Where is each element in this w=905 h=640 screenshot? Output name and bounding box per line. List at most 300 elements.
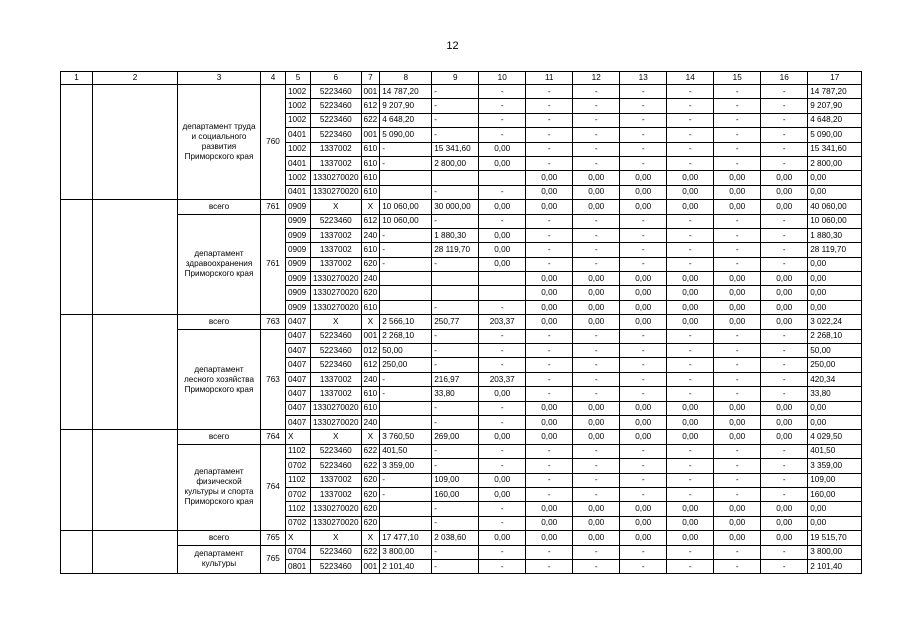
- column-header: 4: [261, 72, 286, 85]
- table-cell: -: [714, 358, 761, 372]
- table-cell: -: [761, 344, 808, 358]
- table-cell: -: [620, 142, 667, 156]
- table-cell: -: [573, 243, 620, 257]
- table-cell: -: [714, 473, 761, 487]
- table-cell: 5223460: [311, 214, 362, 228]
- table-cell: 0407: [286, 387, 311, 401]
- total-cell: всего: [178, 200, 261, 214]
- table-cell: 0,00: [667, 286, 714, 300]
- table-cell: 0,00: [620, 300, 667, 314]
- total-cell: 0,00: [667, 531, 714, 545]
- table-cell: -: [620, 545, 667, 559]
- table-cell: 610: [361, 142, 380, 156]
- total-cell: 40 060,00: [808, 200, 862, 214]
- total-cell: 250,77: [432, 315, 479, 329]
- table-cell: 10 060,00: [380, 214, 432, 228]
- table-cell: 1102: [286, 473, 311, 487]
- table-cell: 1102: [286, 444, 311, 458]
- table-cell: 2 268,10: [808, 329, 862, 343]
- table-cell: 3 359,00: [380, 459, 432, 473]
- table-cell: 0,00: [573, 516, 620, 530]
- total-cell: 0,00: [620, 430, 667, 444]
- table-cell: -: [667, 243, 714, 257]
- table-cell: -: [479, 444, 526, 458]
- table-cell: 0,00: [573, 171, 620, 185]
- table-row: [61, 85, 862, 99]
- table-cell: -: [620, 128, 667, 142]
- table-cell: [380, 272, 432, 286]
- table-cell: 1330270020: [311, 300, 362, 314]
- table-cell: 2 800,00: [432, 156, 479, 170]
- table-cell: -: [620, 387, 667, 401]
- table-cell: -: [526, 372, 573, 386]
- total-cell: 761: [261, 200, 286, 214]
- department-code: 761: [261, 214, 286, 315]
- table-cell: -: [526, 243, 573, 257]
- table-cell: 109,00: [808, 473, 862, 487]
- table-cell: -: [479, 128, 526, 142]
- table-cell: 0909: [286, 257, 311, 271]
- table-cell: 420,34: [808, 372, 862, 386]
- table-cell: 3 800,00: [380, 545, 432, 559]
- table-cell: 0,00: [620, 401, 667, 415]
- table-cell: 001: [361, 128, 380, 142]
- total-cell: всего: [178, 315, 261, 329]
- table-cell: -: [620, 487, 667, 501]
- table-cell: 1002: [286, 171, 311, 185]
- table-cell: 0702: [286, 516, 311, 530]
- table-cell: -: [573, 156, 620, 170]
- column-header: 9: [432, 72, 479, 85]
- table-cell: -: [761, 156, 808, 170]
- table-cell: -: [380, 156, 432, 170]
- table-cell: -: [526, 214, 573, 228]
- table-cell: 1330270020: [311, 171, 362, 185]
- group-cell-1: [61, 85, 93, 200]
- total-cell: X: [361, 430, 380, 444]
- table-cell: -: [761, 128, 808, 142]
- table-cell: 0909: [286, 286, 311, 300]
- header-row: [61, 72, 862, 85]
- table-cell: 240: [361, 272, 380, 286]
- table-cell: [479, 171, 526, 185]
- table-cell: -: [432, 516, 479, 530]
- column-header: 14: [667, 72, 714, 85]
- table-cell: -: [761, 329, 808, 343]
- table-cell: 0909: [286, 243, 311, 257]
- table-cell: 0,00: [526, 502, 573, 516]
- table-cell: 0407: [286, 344, 311, 358]
- table-cell: -: [667, 459, 714, 473]
- total-cell: 3 760,50: [380, 430, 432, 444]
- table-cell: -: [714, 214, 761, 228]
- table-cell: 0401: [286, 185, 311, 199]
- group-cell-1: [61, 200, 93, 315]
- total-row: [61, 200, 862, 214]
- table-cell: -: [761, 487, 808, 501]
- table-cell: -: [479, 214, 526, 228]
- table-cell: 2 101,40: [380, 559, 432, 573]
- table-cell: 0,00: [714, 185, 761, 199]
- table-cell: 0702: [286, 459, 311, 473]
- table-cell: [479, 286, 526, 300]
- table-cell: -: [620, 156, 667, 170]
- column-header: 7: [361, 72, 380, 85]
- department-code: 764: [261, 444, 286, 530]
- table-row: [61, 329, 862, 343]
- table-cell: -: [432, 401, 479, 415]
- total-cell: X: [311, 315, 362, 329]
- table-cell: -: [479, 545, 526, 559]
- table-cell: -: [432, 415, 479, 429]
- table-cell: 0,00: [761, 401, 808, 415]
- table-cell: -: [667, 387, 714, 401]
- total-cell: 0,00: [526, 315, 573, 329]
- table-cell: 012: [361, 344, 380, 358]
- table-cell: -: [667, 85, 714, 99]
- table-cell: 1330270020: [311, 415, 362, 429]
- total-cell: 0,00: [667, 315, 714, 329]
- table-cell: -: [714, 257, 761, 271]
- total-cell: 0,00: [573, 531, 620, 545]
- table-cell: -: [573, 358, 620, 372]
- table-cell: 0407: [286, 415, 311, 429]
- table-cell: 0,00: [620, 502, 667, 516]
- table-cell: 1337002: [311, 156, 362, 170]
- table-cell: 0,00: [620, 286, 667, 300]
- table-cell: 001: [361, 559, 380, 573]
- group-cell-2: [93, 200, 178, 315]
- table-cell: -: [667, 156, 714, 170]
- table-cell: -: [667, 545, 714, 559]
- total-cell: 3 022,24: [808, 315, 862, 329]
- table-cell: -: [761, 545, 808, 559]
- table-cell: -: [526, 473, 573, 487]
- table-cell: 401,50: [808, 444, 862, 458]
- table-cell: -: [526, 444, 573, 458]
- table-cell: 0,00: [667, 185, 714, 199]
- column-header: 2: [93, 72, 178, 85]
- table-cell: 160,00: [432, 487, 479, 501]
- table-cell: 620: [361, 257, 380, 271]
- total-cell: 0,00: [479, 531, 526, 545]
- table-cell: -: [620, 329, 667, 343]
- table-cell: 0,00: [808, 286, 862, 300]
- table-cell: 0407: [286, 372, 311, 386]
- table-cell: 0,00: [573, 286, 620, 300]
- total-cell: 17 477,10: [380, 531, 432, 545]
- table-cell: -: [573, 214, 620, 228]
- table-cell: -: [620, 344, 667, 358]
- table-cell: -: [432, 358, 479, 372]
- table-cell: 160,00: [808, 487, 862, 501]
- total-cell: всего: [178, 430, 261, 444]
- table-cell: -: [479, 502, 526, 516]
- table-cell: -: [526, 99, 573, 113]
- table-cell: 0,00: [808, 185, 862, 199]
- total-cell: 0,00: [714, 200, 761, 214]
- table-cell: 612: [361, 358, 380, 372]
- table-cell: -: [761, 559, 808, 573]
- table-cell: 1330270020: [311, 502, 362, 516]
- table-cell: 1 880,30: [808, 228, 862, 242]
- table-cell: 0,00: [526, 272, 573, 286]
- table-cell: 1002: [286, 85, 311, 99]
- table-cell: 0,00: [620, 415, 667, 429]
- total-cell: 2 038,60: [432, 531, 479, 545]
- column-header: 8: [380, 72, 432, 85]
- table-cell: -: [667, 228, 714, 242]
- total-cell: X: [361, 315, 380, 329]
- table-cell: 3 800,00: [808, 545, 862, 559]
- table-cell: 0,00: [808, 401, 862, 415]
- table-cell: -: [380, 372, 432, 386]
- table-cell: [432, 171, 479, 185]
- total-cell: 0,00: [620, 531, 667, 545]
- total-cell: 269,00: [432, 430, 479, 444]
- table-cell: -: [526, 559, 573, 573]
- table-cell: -: [620, 99, 667, 113]
- table-cell: 0702: [286, 487, 311, 501]
- table-cell: -: [526, 329, 573, 343]
- table-cell: 1330270020: [311, 516, 362, 530]
- table-cell: 0,00: [573, 272, 620, 286]
- table-cell: 0,00: [808, 272, 862, 286]
- table-cell: 250,00: [380, 358, 432, 372]
- table-cell: -: [432, 459, 479, 473]
- table-cell: 0,00: [667, 171, 714, 185]
- table-cell: 10 060,00: [808, 214, 862, 228]
- table-cell: 0,00: [808, 516, 862, 530]
- table-cell: 0801: [286, 559, 311, 573]
- table-cell: 620: [361, 473, 380, 487]
- table-cell: [380, 502, 432, 516]
- table-cell: -: [667, 113, 714, 127]
- table-cell: -: [526, 545, 573, 559]
- column-header: 13: [620, 72, 667, 85]
- table-cell: -: [573, 473, 620, 487]
- table-cell: 5223460: [311, 128, 362, 142]
- table-cell: 1337002: [311, 473, 362, 487]
- table-cell: 5 090,00: [380, 128, 432, 142]
- total-cell: 0,00: [479, 430, 526, 444]
- total-cell: 0,00: [761, 430, 808, 444]
- table-cell: -: [714, 559, 761, 573]
- table-cell: 240: [361, 228, 380, 242]
- table-cell: 0,00: [573, 185, 620, 199]
- table-cell: -: [620, 444, 667, 458]
- column-header: 3: [178, 72, 261, 85]
- table-cell: 15 341,60: [808, 142, 862, 156]
- table-cell: -: [432, 214, 479, 228]
- table-cell: 0401: [286, 156, 311, 170]
- table-cell: -: [432, 128, 479, 142]
- table-cell: 0,00: [479, 257, 526, 271]
- table-cell: 610: [361, 156, 380, 170]
- table-cell: 5223460: [311, 85, 362, 99]
- table-cell: 620: [361, 286, 380, 300]
- table-cell: -: [761, 358, 808, 372]
- table-cell: 50,00: [380, 344, 432, 358]
- table-cell: -: [573, 459, 620, 473]
- table-cell: [380, 516, 432, 530]
- table-cell: 0,00: [667, 401, 714, 415]
- table-cell: 0,00: [714, 286, 761, 300]
- table-cell: -: [761, 113, 808, 127]
- table-row: [61, 545, 862, 559]
- table-cell: -: [573, 372, 620, 386]
- department-code: 763: [261, 329, 286, 430]
- table-cell: -: [526, 128, 573, 142]
- total-cell: всего: [178, 531, 261, 545]
- table-cell: 1337002: [311, 487, 362, 501]
- table-cell: -: [620, 214, 667, 228]
- table-cell: 28 119,70: [808, 243, 862, 257]
- total-cell: X: [286, 430, 311, 444]
- table-cell: -: [761, 142, 808, 156]
- table-cell: -: [573, 228, 620, 242]
- total-cell: 10 060,00: [380, 200, 432, 214]
- table-cell: -: [573, 99, 620, 113]
- table-cell: 610: [361, 171, 380, 185]
- table-cell: -: [380, 228, 432, 242]
- table-cell: 0,00: [714, 516, 761, 530]
- table-cell: 0,00: [573, 300, 620, 314]
- column-header: 10: [479, 72, 526, 85]
- table-cell: -: [573, 257, 620, 271]
- table-cell: 4 648,20: [380, 113, 432, 127]
- table-cell: 0407: [286, 358, 311, 372]
- table-cell: 0,00: [526, 415, 573, 429]
- table-cell: 203,37: [479, 372, 526, 386]
- table-cell: 240: [361, 372, 380, 386]
- table-cell: -: [526, 358, 573, 372]
- table-cell: 5 090,00: [808, 128, 862, 142]
- table-cell: 1337002: [311, 372, 362, 386]
- table-cell: 5223460: [311, 344, 362, 358]
- table-cell: -: [479, 185, 526, 199]
- table-cell: -: [380, 487, 432, 501]
- column-header: 15: [714, 72, 761, 85]
- total-cell: X: [311, 200, 362, 214]
- total-row: [61, 531, 862, 545]
- table-cell: -: [761, 243, 808, 257]
- table-cell: 2 101,40: [808, 559, 862, 573]
- table-cell: -: [620, 559, 667, 573]
- table-cell: 0,00: [667, 300, 714, 314]
- table-cell: -: [380, 243, 432, 257]
- table-cell: -: [714, 113, 761, 127]
- table-cell: -: [620, 358, 667, 372]
- column-header: 17: [808, 72, 862, 85]
- table-cell: 0,00: [761, 415, 808, 429]
- table-cell: 1 880,30: [432, 228, 479, 242]
- table-cell: -: [573, 444, 620, 458]
- table-cell: [380, 185, 432, 199]
- group-cell-2: [93, 531, 178, 574]
- table-cell: -: [432, 502, 479, 516]
- table-cell: 610: [361, 300, 380, 314]
- table-cell: -: [714, 142, 761, 156]
- total-cell: 0,00: [526, 531, 573, 545]
- table-cell: -: [380, 142, 432, 156]
- table-cell: 0,00: [667, 516, 714, 530]
- table-cell: 0,00: [761, 300, 808, 314]
- table-cell: 0909: [286, 228, 311, 242]
- table-cell: 622: [361, 459, 380, 473]
- table-cell: 240: [361, 415, 380, 429]
- table-cell: -: [667, 487, 714, 501]
- table-cell: -: [380, 387, 432, 401]
- table-cell: -: [479, 415, 526, 429]
- table-cell: 0,00: [620, 516, 667, 530]
- table-cell: [380, 171, 432, 185]
- table-cell: -: [667, 444, 714, 458]
- table-cell: 5223460: [311, 545, 362, 559]
- table-cell: -: [761, 473, 808, 487]
- table-cell: 0,00: [573, 415, 620, 429]
- table-cell: -: [667, 214, 714, 228]
- table-cell: 0,00: [479, 387, 526, 401]
- table-cell: 5223460: [311, 329, 362, 343]
- table-cell: 612: [361, 99, 380, 113]
- table-cell: -: [714, 228, 761, 242]
- table-cell: -: [620, 257, 667, 271]
- group-cell-1: [61, 430, 93, 531]
- table-cell: 1337002: [311, 228, 362, 242]
- total-row: [61, 315, 862, 329]
- table-cell: [432, 286, 479, 300]
- table-cell: -: [620, 473, 667, 487]
- total-cell: 0,00: [667, 430, 714, 444]
- table-cell: -: [714, 387, 761, 401]
- table-cell: -: [573, 387, 620, 401]
- table-cell: 0,00: [808, 171, 862, 185]
- table-cell: 1337002: [311, 142, 362, 156]
- table-cell: 250,00: [808, 358, 862, 372]
- table-cell: -: [667, 257, 714, 271]
- table-cell: -: [526, 228, 573, 242]
- table-cell: 14 787,20: [808, 85, 862, 99]
- table-cell: -: [761, 228, 808, 242]
- table-cell: -: [479, 459, 526, 473]
- table-cell: -: [526, 85, 573, 99]
- table-cell: 0,00: [808, 415, 862, 429]
- total-cell: 203,37: [479, 315, 526, 329]
- table-cell: [380, 286, 432, 300]
- table-cell: 0,00: [479, 243, 526, 257]
- department-code: 760: [261, 85, 286, 200]
- table-cell: 0,00: [526, 286, 573, 300]
- table-cell: [380, 415, 432, 429]
- table-cell: -: [526, 156, 573, 170]
- total-cell: 765: [261, 531, 286, 545]
- table-cell: 001: [361, 85, 380, 99]
- table-cell: -: [380, 257, 432, 271]
- table-cell: 0407: [286, 329, 311, 343]
- table-cell: 622: [361, 444, 380, 458]
- table-cell: -: [479, 559, 526, 573]
- table-cell: -: [573, 142, 620, 156]
- table-cell: 28 119,70: [432, 243, 479, 257]
- table-cell: 14 787,20: [380, 85, 432, 99]
- table-cell: 0407: [286, 401, 311, 415]
- table-cell: -: [714, 156, 761, 170]
- table-cell: -: [714, 444, 761, 458]
- table-cell: 0,00: [573, 502, 620, 516]
- table-cell: 0,00: [526, 171, 573, 185]
- table-cell: -: [526, 344, 573, 358]
